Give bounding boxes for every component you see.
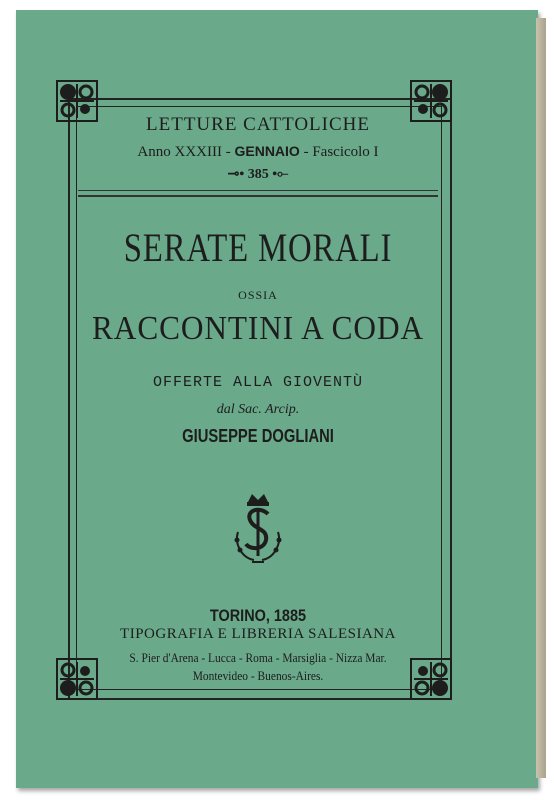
issue-line xyxy=(16,143,500,161)
flourish-left-icon: ⊸• xyxy=(227,167,245,182)
publisher-locations: S. Pier d'Arena - Lucca - Roma - Marsiglia - Nizza Mar. xyxy=(129,650,387,665)
issue-month: GENNAIO xyxy=(234,143,300,159)
book-subtitle: RACCONTINI A CODA xyxy=(92,310,424,347)
series-title: LETTURE CATTOLICHE xyxy=(146,114,370,135)
issue-suffix: - Fascicolo I xyxy=(303,144,379,160)
publisher-locations-2: Montevideo - Buenos-Aires. xyxy=(192,668,324,683)
publisher: TIPOGRAFIA E LIBRERIA SALESIANA xyxy=(120,626,396,642)
page-edge xyxy=(536,18,546,778)
book-cover xyxy=(16,10,538,788)
inner-frame xyxy=(76,106,442,690)
title-connector: OSSIA xyxy=(238,288,278,302)
divider xyxy=(78,195,438,197)
author-prefix: dal Sac. Arcip. xyxy=(216,402,300,417)
issue-prefix: Anno XXXIII - xyxy=(137,144,231,160)
book-title: SERATE MORALI xyxy=(123,225,393,270)
dedication: OFFERTE ALLA GIOVENTÙ xyxy=(152,374,364,391)
author-name: GIUSEPPE DOGLIANI xyxy=(182,426,334,446)
flourish-right-icon: •⟜ xyxy=(272,167,289,182)
divider xyxy=(78,190,438,191)
place-and-year: TORINO, 1885 xyxy=(209,606,307,625)
salesian-monogram-icon xyxy=(230,492,286,568)
issue-number-value: 385 xyxy=(247,167,269,182)
issue-number xyxy=(16,166,500,183)
